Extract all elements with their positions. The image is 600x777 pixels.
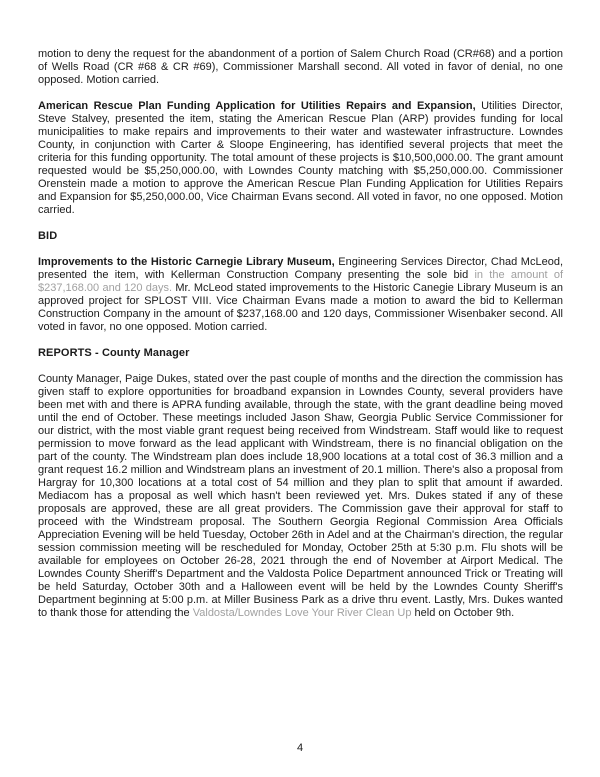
river-cleanup-muted-text: Valdosta/Lowndes Love Your River Clean Up: [192, 607, 412, 619]
carnegie-library-title: Improvements to the Historic Carnegie Library Museum,: [38, 256, 335, 268]
paragraph-motion-denial: [38, 48, 563, 87]
carnegie-library-muted-amount: in the amount of $237,168.00 and 120 days.: [38, 269, 563, 294]
heading-reports-county-manager: REPORTS - County Manager: [38, 347, 190, 359]
arp-funding-body: Utilities Director, Steve Stalvey, presented the item, stating the American Rescue Plan (ARP) provides funding for local municipalities to make repairs and improvements to their water and wastewater infrastructure. Lowndes County, in conjunction with Carter & Sloope Engineering, has identified several projects that meet the criteria for this funding opportunity. The total amount of these projects is $10,500,000.00. The grant amount requested would be $5,250,000.00, with Lowndes County matching with $5,250,000.00. Commissioner Orenstein made a motion to approve the American Rescue Plan Funding Application for Utilities Repairs and Expansion for $5,250,000.00, Vice Chairman Evans second. All voted in favor, no one opposed. Motion carried.: [38, 100, 563, 216]
arp-funding-title: American Rescue Plan Funding Application for Utilities Repairs and Expansion,: [38, 100, 476, 112]
page-number: 4: [296, 742, 304, 754]
carnegie-library-body-rest: Mr. McLeod stated improvements to the Historic Canegie Library Museum is an approved project for SPLOST VIII. Vice Chairman Evans made a motion to award the bid to Kellerman Construction Company in the amount of $237,168.00 and 120 days, Commissioner Wisenbaker second. All voted in favor, no one opposed. Motion carried.: [38, 282, 563, 333]
motion-denial-text: motion to deny the request for the abandonment of a portion of Salem Church Road (CR#68) and a portion of Wells Road (CR #68 & CR #69), Commissioner Marshall second. All voted in favor of denial, no one opposed. Motion carried.: [38, 48, 563, 86]
heading-bid: BID: [38, 230, 58, 242]
paragraph-arp-funding: [38, 100, 563, 217]
paragraph-county-manager-report: [38, 373, 563, 620]
county-manager-report-end: held on October 9th.: [411, 607, 515, 619]
paragraph-carnegie-library: [38, 256, 563, 334]
carnegie-library-body-start: Engineering Services Director, Chad McLeod, presented the item, with Kellerman Construction Company presenting the sole bid: [38, 256, 563, 281]
county-manager-report-body: County Manager, Paige Dukes, stated over the past couple of months and the direction the commission has given staff to explore opportunities for broadband expansion in Lowndes County, several providers have been met with and there is APRA funding available, through the state, with the grant deadline being moved until the end of October. These meetings included Jason Shaw, Georgia Public Service Commissioner for our district, with the most viable grant request being received from Windstream. Staff would like to request permission to move forward as the lead applicant with Windstream, there is no financial obligation on the part of the county. The Windstream plan does include 18,900 locations at a total cost of 36.3 million and a grant request 16.2 million and Windstream plans an investment of 20.1 million. There's also a proposal from Hargray for 10,300 locations at a total cost of 54 million and they plan to split that amount if awarded. Mediacom has a proposal as well which hasn't been reviewed yet. Mrs. Dukes stated if any of these proposals are approved, these are all great providers. The Commission gave their approval for staff to proceed with the Windstream proposal. The Southern Georgia Regional Commission Area Officials Appreciation Evening will be held Tuesday, October 26th in Adel and at the Chairman's direction, the regular session commission meeting will be rescheduled for Monday, October 25th at 5:30 p.m. Flu shots will be available for employees on October 26-28, 2021 through the end of November at Airport Medical. The Lowndes County Sheriff's Department and the Valdosta Police Department announced Trick or Treating will be held Saturday, October 30th and a Halloween event will be held by the Lowndes County Sheriff's Department beginning at 5:00 p.m. at Miller Business Park as a drive thru event. Lastly, Mrs. Dukes wanted to thank those for attending the: [38, 373, 563, 619]
